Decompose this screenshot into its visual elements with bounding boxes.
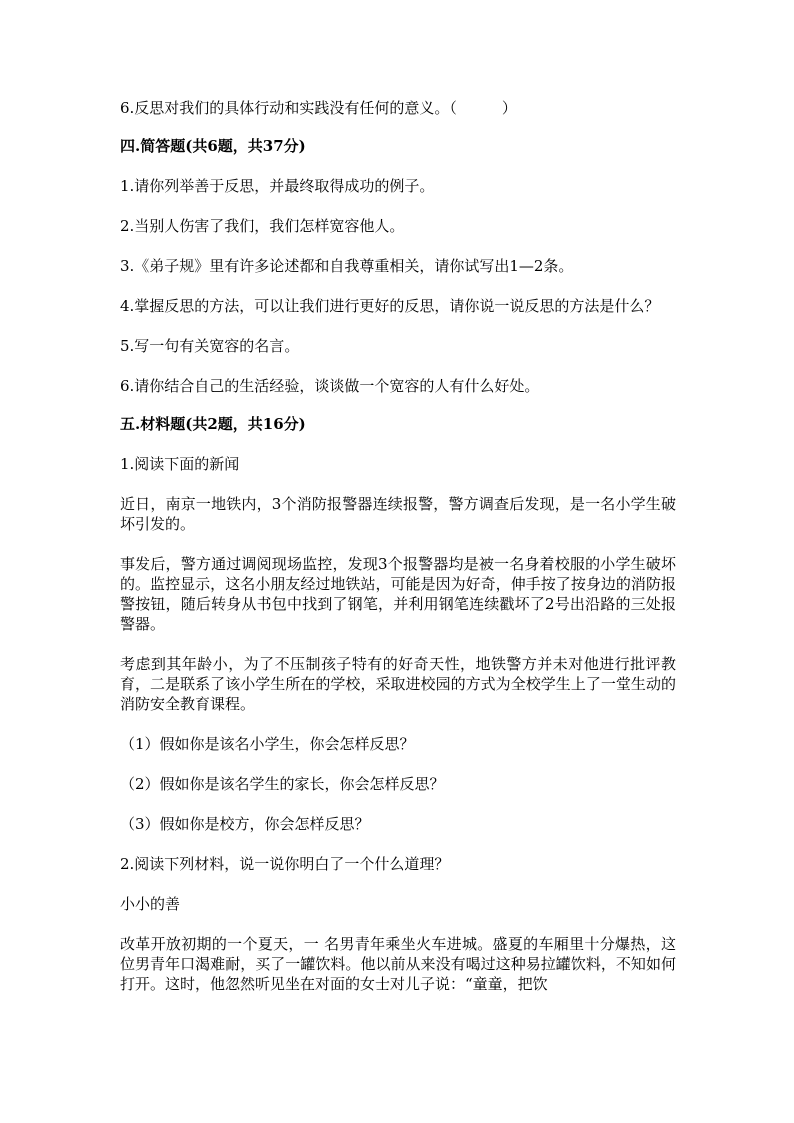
- question-4-5: 5.写一句有关宽容的名言。: [120, 337, 300, 355]
- sub-question-2: （2）假如你是该名学生的家长，你会怎样反思？: [120, 775, 445, 793]
- section-5-title: 五.材料题(共2题，共16分): [120, 415, 306, 433]
- question-4-2: 2.当别人伤害了我们，我们怎样宽容他人。: [120, 217, 405, 235]
- news-paragraph-1: 近日，南京一地铁内，3个消防报警器连续报警，警方调查后发现，是一名小学生破坏引发的。: [120, 495, 676, 533]
- question-5-1: 1.阅读下面的新闻: [120, 455, 240, 473]
- question-4-3: 3.《弟子规》里有许多论述都和自我尊重相关，请你试写出1—2条。: [120, 257, 574, 275]
- news-paragraph-2: 事发后，警方通过调阅现场监控，发现3个报警器均是被一名身着校服的小学生破坏的。监控显示，这名小朋友经过地铁站，可能是因为好奇，伸手按了按身边的消防报警按钮，随后转身从书包中找到了钢笔，并利用钢笔连续戳坏了2号出沿路的三处报警器。: [120, 555, 676, 633]
- section-4-title: 四.简答题(共6题，共37分): [120, 137, 306, 155]
- sub-question-1: （1）假如你是该名小学生，你会怎样反思？: [120, 735, 415, 753]
- sub-question-3: （3）假如你是校方，你会怎样反思？: [120, 815, 370, 833]
- story-paragraph-1: 改革开放初期的一个夏天，一 名男青年乘坐火车进城。盛夏的车厢里十分爆热，这位男青年口渴难耐，买了一罐饮料。他以前从来没有喝过这种易拉罐饮料，不知如何打开。这时，他忽然听见坐在对面的女士对儿子说：“童童，把饮: [120, 935, 676, 993]
- question-3-6: 6.反思对我们的具体行动和实践没有任何的意义。（ ）: [120, 99, 517, 117]
- exam-page: [120, 90, 676, 994]
- question-4-4: 4.掌握反思的方法，可以让我们进行更好的反思，请你说一说反思的方法是什么？: [120, 297, 660, 315]
- story-title: 小小的善: [120, 895, 181, 913]
- question-5-2: 2.阅读下列材料，说一说你明白了一个什么道理？: [120, 855, 450, 873]
- question-4-6: 6.请你结合自己的生活经验，谈谈做一个宽容的人有什么好处。: [120, 377, 540, 395]
- news-paragraph-3: 考虑到其年龄小，为了不压制孩子特有的好奇天性，地铁警方并未对他进行批评教育，二是联系了该小学生所在的学校，采取进校园的方式为全校学生上了一堂生动的消防安全教育课程。: [120, 655, 676, 713]
- question-4-1: 1.请你列举善于反思，并最终取得成功的例子。: [120, 177, 435, 195]
